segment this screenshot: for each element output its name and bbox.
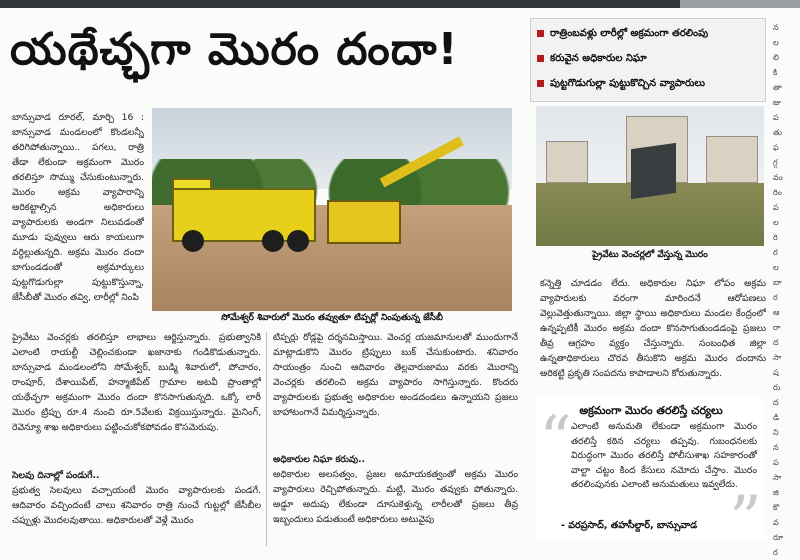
quote-body: ఎలాంటి అనుమతి లేకుండా అక్రమంగా మొరం తరలిస్తే కఠిన చర్యలు తప్పవు. గుబంధనలకు విరుద్ధంగా మొరం తరలిస్తే పోలీసుశాఖ సహకారంతో వాల్టా చట్టం కింద కేసులు నమోదు చేస్తాం. మొరం తరలింపునకు ఎలాంటి అనుమతులు ఇవ్వలేదు. xyxy=(571,421,757,490)
fragment-line: ద xyxy=(773,398,779,407)
fragment-line: డి xyxy=(773,413,779,422)
article-column-1 xyxy=(12,110,144,330)
article-text: అధికారుల అలసత్వం, ప్రజల అమాయకత్వంతో అక్రమ మొరం వ్యాపారులు రెచ్చిపోతున్నారు. మట్టి, మొరం తవ్వుకు పోతున్నారు. అడ్డూ అదుపు లేకుండా దూసుకెళ్తున్న లారీలతో ప్రజలు తీవ్ర ఇబ్బందులు పడుతుంటే అధికారులు అటువైపు xyxy=(273,469,518,525)
highlight-text: పుట్టగొడుగుల్లా పుట్టుకొచ్చిన వ్యాపారులు xyxy=(550,78,705,89)
quote-signature: - వరప్రసాద్, తహసీల్దార్, బాన్సువాడ xyxy=(561,520,698,531)
highlight-text: రాత్రింబవళ్లు లారీల్లో అక్రమంగా తరలింపు xyxy=(550,28,709,39)
column-divider xyxy=(266,332,267,546)
fragment-line: జు xyxy=(773,98,781,107)
fragment-line: రూ xyxy=(773,533,784,542)
fragment-line: కి xyxy=(773,68,778,77)
fragment-line: బా xyxy=(773,278,782,287)
fragment-line: న xyxy=(773,443,779,452)
article-text: కన్నెత్తి చూడడం లేదు. అధికారుల నిఘా లోపం అక్రమ వ్యాపారులకు వరంగా మారిందనే ఆరోపణలు వెల్లువెత్తుతున్నాయి. జిల్లా స్థాయి అధికారులు మండల కేంద్రంలో ఉన్నప్పటికీ మొరం అక్రమ దందా కొనసాగుతుండడంపై ప్రజలు తీవ్ర ఆగ్రహం వ్యక్తం చేస్తున్నారు. సంబంధిత జిల్లా ఉన్నతాధికారులు చొరవ తీసుకొని అక్రమ మొరం దందాను అరికట్టి ప్రకృతి సంపదను కాపాడాలని కోరుతున్నారు. xyxy=(540,278,766,379)
fragment-line: ర xyxy=(773,548,778,557)
square-bullet-icon xyxy=(537,80,544,87)
fragment-line: ప xyxy=(773,458,779,467)
fragment-line: రి xyxy=(773,233,778,242)
fragment-line: ప xyxy=(773,203,779,212)
fragment-line: ల xyxy=(773,38,779,47)
fragment-line: సా xyxy=(773,473,782,482)
highlight-item xyxy=(537,52,647,66)
subheading: సెలవు దినాల్లో పండుగే.. xyxy=(12,470,100,481)
article-column-1c xyxy=(12,468,261,546)
fragment-line: ఆ xyxy=(773,308,780,317)
fragment-line: ల xyxy=(773,263,779,272)
square-bullet-icon xyxy=(537,55,544,62)
fragment-line: ర xyxy=(773,293,778,302)
headline: యథేచ్ఛగా మొరం దందా! xyxy=(10,24,459,75)
fragment-line: జి xyxy=(773,488,779,497)
article-column-2b xyxy=(273,452,518,546)
top-bar-accent xyxy=(680,0,800,8)
fragment-line: సా xyxy=(773,353,782,362)
fragment-line: కొ xyxy=(773,503,780,512)
highlights-box xyxy=(530,18,766,102)
fragment-line: ర xyxy=(773,248,778,257)
close-quote-icon: ” xyxy=(729,483,762,557)
fragment-line: ని xyxy=(773,428,779,437)
fragment-line: రా xyxy=(773,323,781,332)
fragment-line: లి xyxy=(773,53,779,62)
square-bullet-icon xyxy=(537,30,544,37)
fragment-line: తా xyxy=(773,83,782,92)
fragment-line: రు xyxy=(773,383,781,392)
fragment-line: తు xyxy=(773,128,782,137)
article-text: బాన్సువాడ రూరల్, మార్చి 16 : బాన్సువాడ మండలంలో కొండలన్నీ తరిగిపోతున్నాయి.. పగలు, రాత్రి తేడా లేకుండా అక్రమంగా మొరం తరలిస్తూ సొమ్ము చేసుకుంటున్నారు. మొరం అక్రమ వ్యాపారాన్ని అరికట్టాల్సిన అధికారులు వ్యాపారులకు అండగా నిలువడంతో మూడు పువ్వులు ఆరు కాయలుగా వర్ధిల్లుతున్నది. అక్రమ మొరం దందా బాగుండడంతో అక్రమార్కులు పుట్టగొడుగుల్లా పుట్టుకొస్తున్నా, జేసీబీతో మొరం తవ్వి, లారీల్లో నింపి xyxy=(12,112,144,303)
fragment-line: రిం xyxy=(773,188,782,197)
fragment-line: ద xyxy=(773,338,779,347)
quarry-photo xyxy=(152,108,512,311)
highlight-text: కరువైన అధికారుల నిఘా xyxy=(550,53,647,64)
article-text: ప్రైవేటు వెంచర్లకు తరలిస్తూ లాభాలు ఆర్జిస్తున్నారు. ప్రభుత్వానికి ఎలాంటి రాయల్టీ చెల్లించకుండా ఖజానాకు గండికొడుతున్నారు. బాన్సువాడ మండలంలోని సోమేశ్వర్, బుడ్మి శివారులో, పోచారం, రాంపూర్, దేశాయిపేట్, హన్మాజీపేట్ గ్రామాల అటవీ ప్రాంతాల్లో యథేచ్ఛగా అక్రమంగా మొరం దందా కొనసాగుతున్నది. ఒక్కో లారీ మొరం ట్రిప్పు రూ.4 నుంచి రూ.5వేలకు విక్రయిస్తున్నారు. మైనింగ్, రెవెన్యూ శాఖ అధికారులు పట్టించుకోకపోవడం కొసమెరుపు. xyxy=(12,332,261,433)
article-column-2 xyxy=(273,330,518,450)
venture-photo xyxy=(536,106,764,246)
fragment-line: ప xyxy=(773,113,779,122)
main-photo-caption: సోమేశ్వర్ శివారులో మొరం తవ్వుతూ టిప్పర్లో నింపుతున్న జేసీబీ xyxy=(221,313,443,323)
fragment-line: ల xyxy=(773,218,779,227)
open-quote-icon: “ xyxy=(539,403,572,477)
article-text: టిప్పర్లు రోడ్లపై దర్శనమిస్తాయి. వెంచర్ల యజమానులతో ముందుగానే మాట్లాడుకొని మొరం ట్రిప్పులు బుక్ చేసుకుంటారు. శనివారం సాయంత్రం నుంచి ఆదివారం తెల్లవారుజాము వరకు మొరాన్ని వెంచర్లకు తరలించి అక్రమ వ్యాపారం సాగిస్తున్నారు. కొందరు వ్యాపారులకు ప్రభుత్వ అధికారుల అండదండలు ఉన్నాయని ప్రజలు బాహాటంగానే విమర్శిస్తున్నారు. xyxy=(273,332,518,418)
highlight-item xyxy=(537,77,705,91)
article-text: ప్రభుత్వ సెలవులు వచ్చాయంటే మొరం వ్యాపారులకు పండగే. ఆదివారం వచ్చిందంటే చాలు శనివారం రాత్రి నుంచే గుట్టల్లో జేసీబీల చప్పుళ్లు మొదలవుతాయి. అధికారులతో వెళ్లే మొరం xyxy=(12,485,261,526)
official-quote-box xyxy=(537,398,765,557)
subheading: అధికారుల నిఘా కరువు.. xyxy=(273,454,366,465)
article-column-1b xyxy=(12,330,261,470)
adjacent-article-fragment xyxy=(773,20,800,560)
side-photo-caption: ప్రైవేటు వెంచర్లలో వేస్తున్న మొరం xyxy=(592,250,708,260)
article-column-3 xyxy=(540,276,766,394)
fragment-line: గ్గ xyxy=(773,158,778,167)
fragment-line: ఫ xyxy=(773,143,779,152)
fragment-line: వ xyxy=(773,518,779,527)
fragment-line: న xyxy=(773,23,779,32)
fragment-line: ష xyxy=(773,368,779,377)
highlight-item xyxy=(537,27,708,41)
fragment-line: వం xyxy=(773,173,783,182)
quote-title: అక్రమంగా మొరం తరలిస్తే చర్యలు xyxy=(579,404,723,417)
